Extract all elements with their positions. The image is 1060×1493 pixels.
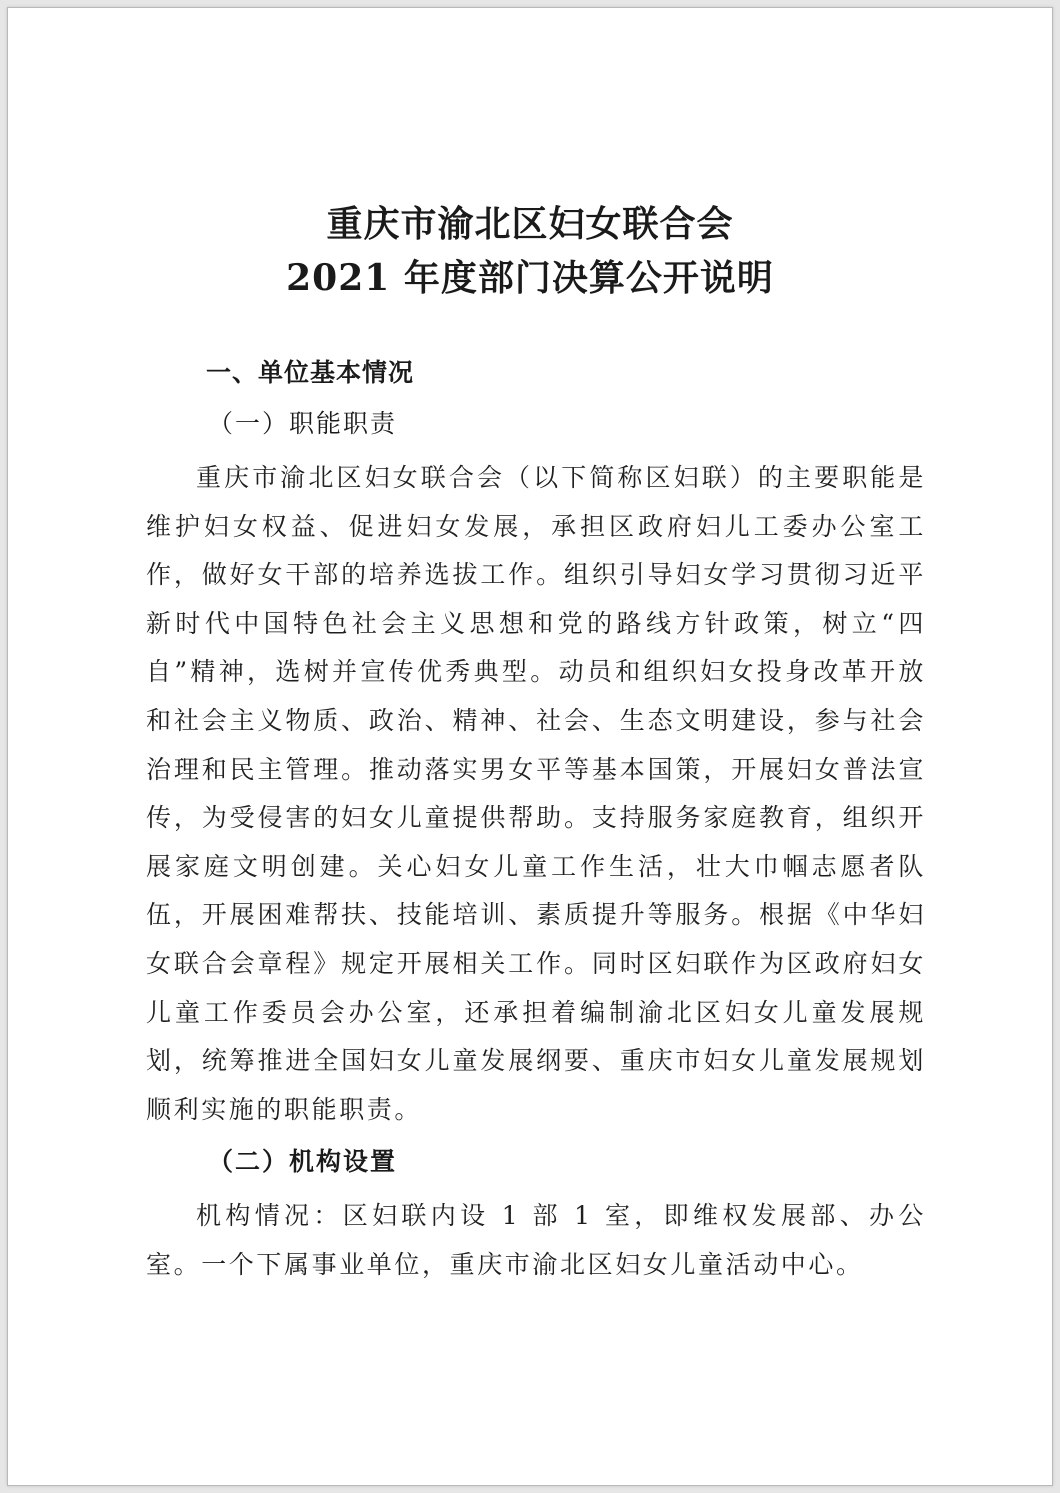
duties-paragraph: 重庆市渝北区妇女联合会（以下简称区妇联）的主要职能是维护妇女权益、促进妇女发展，承担区政府妇儿工委办公室工作，做好女干部的培养选拔工作。组织引导妇女学习贯彻习近平新时代中国特色社会主义思想和党的路线方针政策，树立“四自”精神，选树并宣传优秀典型。动员和组织妇女投身改革开放和社会主义物质、政治、精神、社会、生态文明建设，参与社会治理和民主管理。推动落实男女平等基本国策，开展妇女普法宣传，为受侵害的妇女儿童提供帮助。支持服务家庭教育，组织开展家庭文明创建。关心妇女儿童工作生活，壮大巾帼志愿者队伍，开展困难帮扶、技能培训、素质提升等服务。根据《中华妇女联合会章程》规定开展相关工作。同时区妇联作为区政府妇女儿童工作委员会办公室，还承担着编制渝北区妇女儿童发展规划，统筹推进全国妇女儿童发展纲要、重庆市妇女儿童发展规划顺利实施的职能职责。 — [146, 463, 926, 1124]
subsection-heading-organization: （二）机构设置 — [208, 1147, 398, 1176]
document-title-line2: 2021 年度部门决算公开说明 — [286, 257, 774, 299]
subsection-heading-duties: （一）职能职责 — [208, 409, 398, 438]
section-heading: 一、单位基本情况 — [206, 358, 415, 387]
document-page — [7, 7, 1053, 1486]
organization-paragraph: 机构情况：区妇联内设 1 部 1 室，即维权发展部、办公室。一个下属事业单位，重庆市渝北区妇女儿童活动中心。 — [146, 1201, 926, 1279]
document-title-line1: 重庆市渝北区妇女联合会 — [326, 203, 734, 245]
